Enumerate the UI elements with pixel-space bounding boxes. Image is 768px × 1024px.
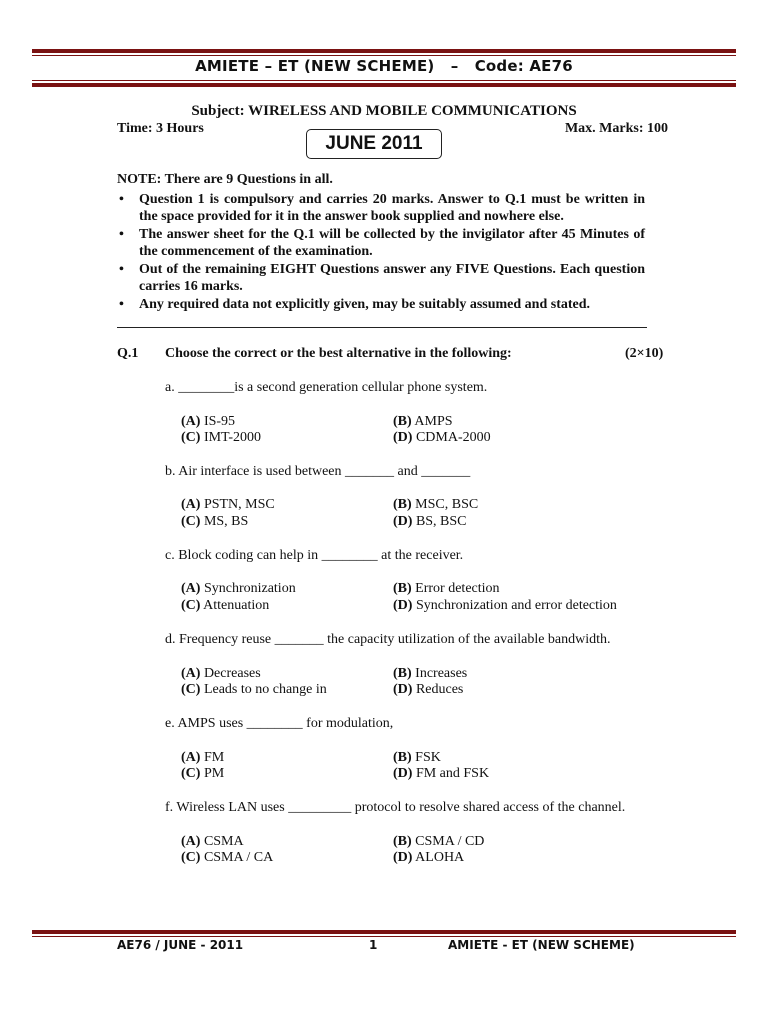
subject-line: Subject: WIRELESS AND MOBILE COMMUNICATIONS [191, 103, 577, 119]
option-a-c: (C) IMT-2000 [181, 430, 261, 445]
option-e-d: (D) FM and FSK [393, 766, 490, 781]
question-marks: (2×10) [625, 346, 664, 361]
option-c-a: (A) Synchronization [181, 581, 296, 596]
header-rule-bottom [32, 83, 736, 87]
instruction-item: • Question 1 is compulsory and carries 20 marks. Answer to Q.1 must be written in the space provided for it in the answer book supplied and nowhere else. [119, 192, 645, 224]
option-f-c: (C) CSMA / CA [181, 850, 274, 865]
footer-left: AE76 / JUNE - 2011 [117, 938, 244, 952]
option-c-c: (C) Attenuation [181, 598, 270, 613]
footer-rule-thin [32, 936, 736, 937]
note-heading: NOTE: There are 9 Questions in all. [117, 172, 333, 187]
option-a-b: (B) AMPS [393, 414, 453, 429]
instruction-item: • Any required data not explicitly given, may be suitably assumed and stated. [119, 297, 591, 312]
question-text: Choose the correct or the best alternative in the following: [165, 346, 512, 361]
header-rule-thin [32, 55, 736, 56]
option-b-a: (A) PSTN, MSC [181, 497, 275, 512]
option-d-c: (C) Leads to no change in [181, 682, 327, 697]
question-item-b: b. Air interface is used between _______ and _______ [165, 464, 471, 479]
question-item-c: c. Block coding can help in ________ at the receiver. [165, 548, 464, 563]
option-f-b: (B) CSMA / CD [393, 834, 485, 849]
bullet-icon: • [119, 192, 124, 207]
bullet-icon: • [119, 262, 124, 277]
option-f-a: (A) CSMA [181, 834, 244, 849]
option-d-a: (A) Decreases [181, 666, 261, 681]
option-f-d: (D) ALOHA [393, 850, 465, 865]
exam-date-box: JUNE 2011 [306, 129, 442, 159]
footer-right: AMIETE - ET (NEW SCHEME) [448, 938, 635, 952]
option-a-d: (D) CDMA-2000 [393, 430, 491, 445]
question-number: Q.1 [117, 346, 139, 361]
instruction-item: • Out of the remaining EIGHT Questions answer any FIVE Questions. Each question carries 16 marks. [119, 262, 645, 294]
page-number: 1 [369, 938, 378, 952]
header-rule [32, 49, 736, 53]
header-rule-thin-bottom [32, 80, 736, 81]
instruction-item: • The answer sheet for the Q.1 will be collected by the invigilator after 45 Minutes of the commencement of the examination. [119, 227, 645, 259]
bullet-icon: • [119, 227, 124, 242]
option-e-c: (C) PM [181, 766, 225, 781]
max-marks-label: Max. Marks: 100 [564, 121, 668, 136]
option-c-b: (B) Error detection [393, 581, 500, 596]
option-b-c: (C) MS, BS [181, 514, 249, 529]
bullet-icon: • [119, 297, 124, 312]
option-b-d: (D) BS, BSC [393, 514, 467, 529]
option-d-d: (D) Reduces [393, 682, 464, 697]
option-e-a: (A) FM [181, 750, 225, 765]
time-label: Time: 3 Hours [117, 121, 204, 136]
header-title: AMIETE – ET (NEW SCHEME) – Code: AE76 [195, 57, 573, 75]
question-item-f: f. Wireless LAN uses _________ protocol to resolve shared access of the channel. [165, 800, 626, 815]
footer-rule [32, 930, 736, 934]
question-item-e: e. AMPS uses ________ for modulation, [165, 716, 394, 731]
option-d-b: (B) Increases [393, 666, 468, 681]
question-item-a: a. ________is a second generation cellular phone system. [165, 380, 488, 395]
section-divider [117, 327, 647, 328]
instructions-list [117, 191, 645, 314]
question-item-d: d. Frequency reuse _______ the capacity utilization of the available bandwidth. [165, 632, 611, 647]
option-b-b: (B) MSC, BSC [393, 497, 479, 512]
option-c-d: (D) Synchronization and error detection [393, 598, 617, 613]
option-e-b: (B) FSK [393, 750, 441, 765]
option-a-a: (A) IS-95 [181, 414, 236, 429]
